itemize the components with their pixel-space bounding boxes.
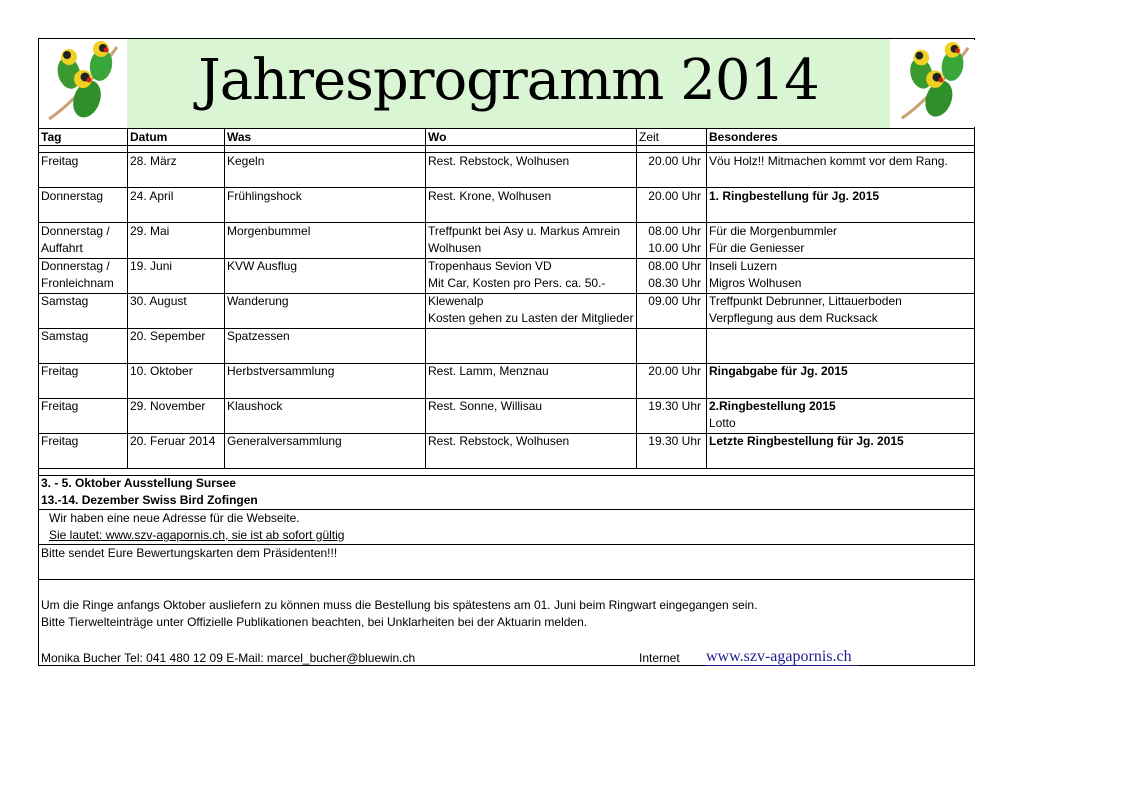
row-6-was: Spatzessen bbox=[227, 329, 290, 343]
rule bbox=[425, 128, 426, 468]
row-6-datum: 20. Sepember bbox=[130, 329, 206, 343]
row-2-zeit: 20.00 Uhr bbox=[648, 189, 701, 203]
row-4-zeit: 08.00 Uhr bbox=[648, 259, 701, 273]
row-2-was: Frühlingshock bbox=[227, 189, 302, 203]
header-zeit: Zeit bbox=[639, 130, 660, 144]
row-5-tag: Samstag bbox=[41, 294, 89, 308]
row-3-zeit: 08.00 Uhr bbox=[648, 224, 701, 238]
row-7-wo: Rest. Lamm, Menznau bbox=[428, 364, 549, 378]
row-9-wo: Rest. Rebstock, Wolhusen bbox=[428, 434, 570, 448]
row-7-zeit: 20.00 Uhr bbox=[648, 364, 701, 378]
row-5-besonderes: Treffpunkt Debrunner, Littauerboden bbox=[709, 294, 902, 308]
rule bbox=[39, 128, 974, 129]
row-9-was: Generalversammlung bbox=[227, 434, 342, 448]
row-4-wo: Tropenhaus Sevion VD bbox=[428, 259, 552, 273]
row-9-tag: Freitag bbox=[41, 434, 79, 448]
title-banner bbox=[39, 39, 974, 128]
ring-order-note: Um die Ringe anfangs Oktober ausliefern zu können muss die Bestellung bis spätestens am 01. Juni beim Ringwart eingegangen sein. bbox=[41, 598, 758, 612]
row-2-datum: 24. April bbox=[130, 189, 174, 203]
event-zofingen: 13.-14. Dezember Swiss Bird Zofingen bbox=[41, 493, 258, 507]
program-sheet bbox=[38, 38, 975, 666]
header-wo: Wo bbox=[428, 130, 447, 144]
row-3-zeit-line2: 10.00 Uhr bbox=[648, 241, 701, 255]
header-was: Was bbox=[227, 130, 252, 144]
header-datum: Datum bbox=[130, 130, 168, 144]
contact-line: Monika Bucher Tel: 041 480 12 09 E-Mail: marcel_bucher@bluewin.ch bbox=[41, 651, 416, 665]
internet-label: Internet bbox=[639, 651, 680, 665]
tierwelt-note: Bitte Tierwelteinträge unter Offizielle Publikationen beachten, bei Unklarheiten bei der Aktuarin melden. bbox=[41, 615, 588, 629]
row-2-wo: Rest. Krone, Wolhusen bbox=[428, 189, 552, 203]
row-5-besonderes-line2: Verpflegung aus dem Rucksack bbox=[709, 311, 878, 325]
row-3-was: Morgenbummel bbox=[227, 224, 311, 238]
rule bbox=[127, 128, 128, 468]
rule bbox=[39, 145, 974, 146]
row-1-zeit: 20.00 Uhr bbox=[648, 154, 701, 168]
row-8-besonderes-line2: Lotto bbox=[709, 416, 736, 430]
row-1-tag: Freitag bbox=[41, 154, 79, 168]
row-5-wo-line2: Kosten gehen zu Lasten der Mitglieder bbox=[428, 311, 634, 325]
row-7-tag: Freitag bbox=[41, 364, 79, 378]
lovebirds-image-left bbox=[39, 39, 125, 128]
row-8-wo: Rest. Sonne, Willisau bbox=[428, 399, 543, 413]
row-5-zeit: 09.00 Uhr bbox=[648, 294, 701, 308]
row-3-tag-line2: Auffahrt bbox=[41, 241, 83, 255]
row-3-tag: Donnerstag / bbox=[41, 224, 110, 238]
website-link[interactable]: www.szv-agapornis.ch bbox=[706, 648, 858, 666]
event-sursee: 3. - 5. Oktober Ausstellung Sursee bbox=[41, 476, 236, 490]
rule bbox=[39, 579, 974, 580]
row-3-wo-line2: Wolhusen bbox=[428, 241, 482, 255]
row-1-besonderes: Vöu Holz!! Mitmachen kommt vor dem Rang. bbox=[709, 154, 948, 168]
row-9-besonderes: Letzte Ringbestellung für Jg. 2015 bbox=[709, 434, 904, 448]
row-4-tag: Donnerstag / bbox=[41, 259, 110, 273]
header-tag: Tag bbox=[41, 130, 62, 144]
rule bbox=[39, 468, 974, 469]
row-4-besonderes-line2: Migros Wolhusen bbox=[709, 276, 802, 290]
row-1-datum: 28. März bbox=[130, 154, 177, 168]
row-4-wo-line2: Mit Car, Kosten pro Pers. ca. 50.- bbox=[428, 276, 606, 290]
page-title: Jahresprogramm 2014 bbox=[198, 48, 819, 113]
row-3-besonderes-line2: Für die Geniesser bbox=[709, 241, 805, 255]
row-4-datum: 19. Juni bbox=[130, 259, 173, 273]
row-1-was: Kegeln bbox=[227, 154, 265, 168]
header-besonderes: Besonderes bbox=[709, 130, 778, 144]
row-4-was: KVW Ausflug bbox=[227, 259, 298, 273]
row-8-was: Klaushock bbox=[227, 399, 283, 413]
row-5-datum: 30. August bbox=[130, 294, 187, 308]
row-8-datum: 29. November bbox=[130, 399, 206, 413]
lovebirds-image-right bbox=[890, 39, 976, 128]
row-1-wo: Rest. Rebstock, Wolhusen bbox=[428, 154, 570, 168]
website-address: Sie lautet: www.szv-agapornis.ch, sie ist ab sofort gültig bbox=[49, 528, 345, 542]
row-2-tag: Donnerstag bbox=[41, 189, 104, 203]
row-4-besonderes: Inseli Luzern bbox=[709, 259, 778, 273]
rule bbox=[706, 128, 707, 468]
row-7-was: Herbstversammlung bbox=[227, 364, 335, 378]
rule bbox=[224, 128, 225, 468]
website-notice: Wir haben eine neue Adresse für die Webseite. bbox=[49, 511, 300, 525]
row-9-datum: 20. Feruar 2014 bbox=[130, 434, 216, 448]
row-7-datum: 10. Oktober bbox=[130, 364, 193, 378]
row-8-zeit: 19.30 Uhr bbox=[648, 399, 701, 413]
row-3-datum: 29. Mai bbox=[130, 224, 170, 238]
row-4-tag-line2: Fronleichnam bbox=[41, 276, 114, 290]
row-4-zeit-line2: 08.30 Uhr bbox=[648, 276, 701, 290]
row-3-besonderes: Für die Morgenbummler bbox=[709, 224, 838, 238]
row-7-besonderes: Ringabgabe für Jg. 2015 bbox=[709, 364, 848, 378]
row-8-tag: Freitag bbox=[41, 399, 79, 413]
row-6-tag: Samstag bbox=[41, 329, 89, 343]
row-8-besonderes: 2.Ringbestellung 2015 bbox=[709, 399, 836, 413]
row-3-wo: Treffpunkt bei Asy u. Markus Amrein bbox=[428, 224, 621, 238]
row-5-was: Wanderung bbox=[227, 294, 289, 308]
row-2-besonderes: 1. Ringbestellung für Jg. 2015 bbox=[709, 189, 880, 203]
bewertungskarten-notice: Bitte sendet Eure Bewertungskarten dem Präsidenten!!! bbox=[41, 546, 338, 560]
row-9-zeit: 19.30 Uhr bbox=[648, 434, 701, 448]
row-5-wo: Klewenalp bbox=[428, 294, 484, 308]
